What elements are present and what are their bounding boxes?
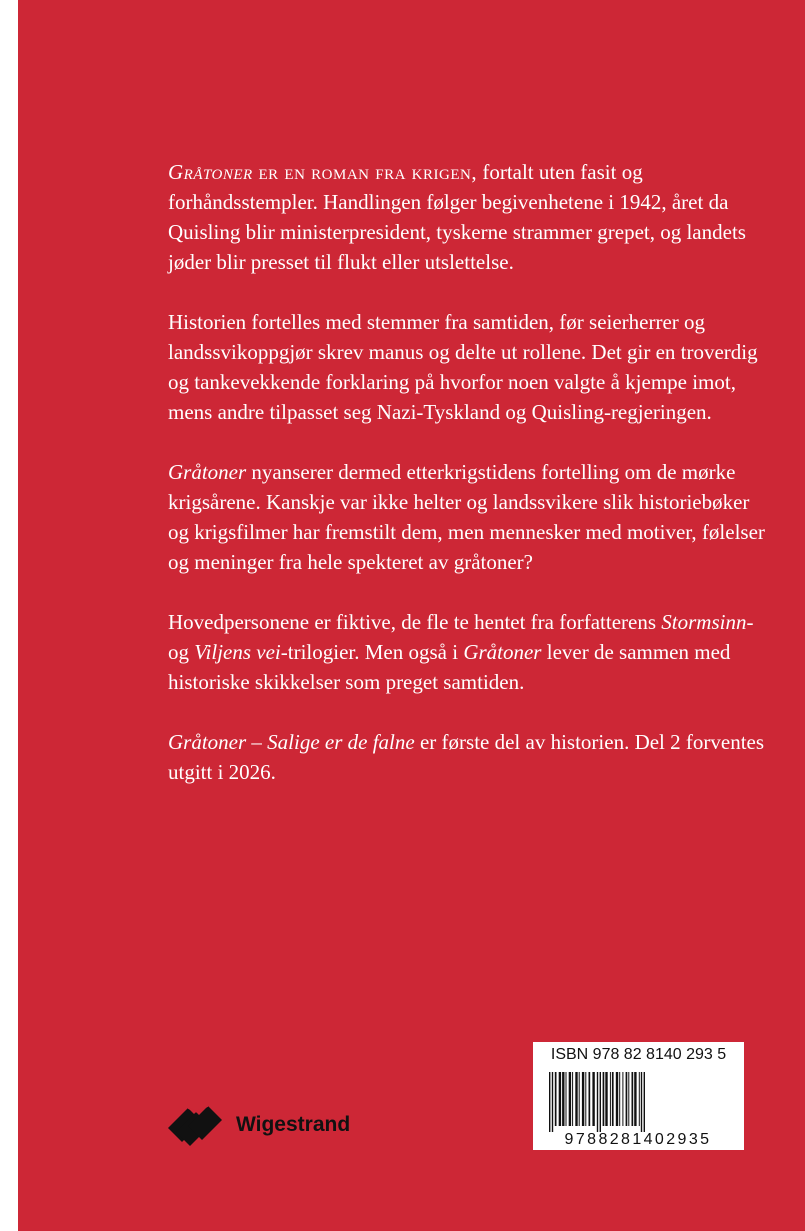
barcode-bar [641,1072,642,1132]
barcode-bar [632,1072,634,1126]
stacked-books-logo-icon [166,1102,224,1148]
barcode-bar [562,1072,564,1126]
barcode-bar [572,1072,573,1126]
barcode-bar [639,1072,640,1126]
barcode-bar [549,1072,550,1132]
publisher-name: Wigestrand [236,1113,351,1136]
barcode-bar [569,1072,571,1126]
blurb-text-run: lever de sammen med historiske skikkelser som preget samtiden. [168,640,731,694]
isbn-label: ISBN 978 82 8140 293 5 [550,1046,727,1063]
barcode-bar [644,1072,645,1132]
blurb-text-run: -trilogier. Men også i [280,640,464,664]
blurb-text-run: Stormsinn- [661,610,754,634]
barcode-bar [622,1072,623,1126]
blurb-text-run: Hovedpersonene er fiktive, de fle te hentet fra forfatterens [168,610,662,634]
barcode-bar [616,1072,618,1126]
barcode-bar [603,1072,605,1126]
barcode-graphic [533,1042,744,1150]
barcode-bar [600,1072,601,1132]
barcode-bar [597,1072,598,1132]
blurb-text-run: Gråtoner [168,160,253,184]
barcode-bar [592,1072,594,1126]
blurb-paragraph [168,307,768,427]
blurb-text-run: er en roman fra krigen, [252,160,478,184]
barcode-bar [612,1072,614,1126]
publisher-mark [166,1100,350,1150]
barcode-bar [555,1072,557,1126]
blurb-text-run: Gråtoner – Salige er de falne [168,730,415,754]
barcode-bar [559,1072,561,1126]
blurb-text-run: nyanserer dermed etterkrigstidens fortelling om de mørke krigsårene. Kanskje var ikke helter og landssvikere slik historiebøker og krigsfilmer har fremstilt dem, men mennesker med motiver, følelser og meninger fra hele spekteret av gråtoner? [168,460,765,574]
barcode-bar [566,1072,567,1126]
blurb-paragraph [168,727,768,787]
blurb-text-run: Viljens vei [194,640,281,664]
barcode-bar [605,1072,607,1126]
blurb-text-run: og [168,640,195,664]
barcode-bar [575,1072,577,1126]
barcode-bars [549,1072,645,1132]
blurb-text-run: er første del av historien. Del 2 forventes utgitt i 2026. [168,730,765,784]
barcode-bar [626,1072,628,1126]
barcode-bar [628,1072,629,1126]
barcode-bar [579,1072,580,1126]
barcode-bar [589,1072,591,1126]
blurb-text-run: Historien fortelles med stemmer fra samtiden, før seierherrer og landssvikoppgjør skrev manus og delte ut rollene. Det gir en troverdig og tankevekkende forklaring på hvorfor noen valgte å kjempe imot, mens andre tilpasset seg Nazi-Tyskland og Quisling-regjeringen. [168,310,758,424]
barcode-bar [634,1072,636,1126]
blurb-paragraph [168,607,768,697]
barcode-bar [582,1072,584,1126]
barcode-bar [610,1072,611,1126]
blurb-text-run: Gråtoner [168,460,247,484]
barcode-bar [552,1072,553,1132]
blurb-text-run: Gråtoner [463,640,542,664]
blurb-text-run: fortalt uten fasit og forhåndsstempler. Handlingen følger begivenhetene i 1942, året da Quisling blir ministerpresident, tyskerne strammer grepet, og landets jøder blir presset til flukt eller utslettelse. [168,160,746,274]
barcode-bar [585,1072,586,1126]
isbn-barcode [533,1042,744,1150]
barcode-bar [619,1072,620,1126]
barcode-digits: 9788281402935 [564,1131,712,1148]
back-cover-blurb [168,157,768,817]
blurb-paragraph [168,157,768,277]
blurb-paragraph [168,457,768,577]
